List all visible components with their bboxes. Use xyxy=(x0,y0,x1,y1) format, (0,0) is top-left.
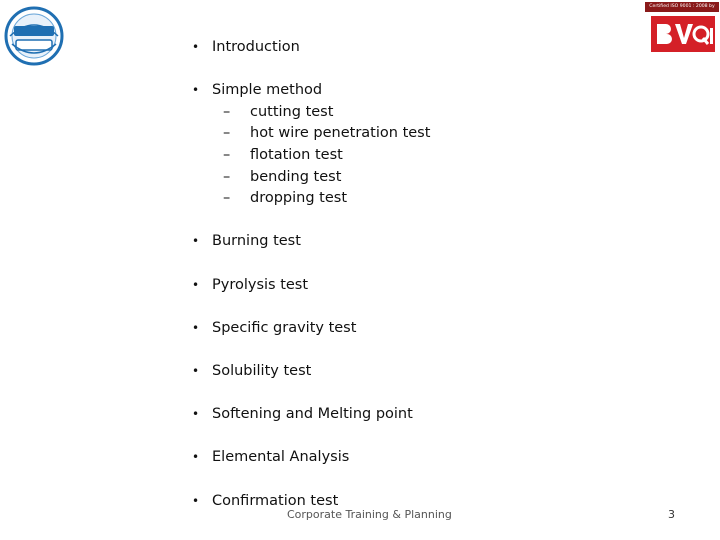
bullet-symbol: • xyxy=(192,83,200,97)
dash-symbol: – xyxy=(223,169,231,185)
dash-symbol: – xyxy=(223,104,231,120)
bullet-item-softening-melting-point xyxy=(192,405,413,423)
dash-symbol: – xyxy=(223,190,231,206)
bullet-symbol: • xyxy=(192,407,200,421)
certification-strip: Certified ISO 9001 : 2008 by xyxy=(645,2,719,12)
bullet-text: Softening and Melting point xyxy=(212,406,413,422)
bullet-item-solubility-test xyxy=(192,362,311,380)
bullet-text: Burning test xyxy=(212,233,301,249)
dash-symbol: – xyxy=(223,125,231,141)
dash-symbol: – xyxy=(223,147,231,163)
bullet-item-pyrolysis-test xyxy=(192,276,308,294)
bullet-symbol: • xyxy=(192,450,200,464)
bullet-symbol: • xyxy=(192,494,200,508)
bullet-text: Elemental Analysis xyxy=(212,449,350,465)
sub-item-text: flotation test xyxy=(250,147,343,163)
footer-title: Corporate Training & Planning xyxy=(287,508,452,521)
page-number: 3 xyxy=(668,508,675,521)
bvqi-certification-logo xyxy=(645,2,719,54)
bullet-text: Simple method xyxy=(212,82,323,98)
bullet-item-introduction xyxy=(192,38,300,56)
bullet-text: Solubility test xyxy=(212,363,312,379)
sub-item-text: hot wire penetration test xyxy=(250,125,431,141)
sub-item-cutting-test xyxy=(223,103,333,121)
sub-item-bending-test xyxy=(223,168,341,186)
bullet-symbol: • xyxy=(192,278,200,292)
bullet-text: Confirmation test xyxy=(212,493,339,509)
bullet-text: Introduction xyxy=(212,39,300,55)
sub-item-flotation-test xyxy=(223,146,343,164)
bullet-item-specific-gravity-test xyxy=(192,319,356,337)
bullet-item-simple-method xyxy=(192,81,322,99)
bullet-text: Specific gravity test xyxy=(212,320,357,336)
bullet-symbol: • xyxy=(192,364,200,378)
sub-item-text: dropping test xyxy=(250,190,348,206)
bvqi-brand-block xyxy=(651,16,715,52)
bullet-symbol: • xyxy=(192,321,200,335)
sub-item-text: bending test xyxy=(250,169,342,185)
cipet-logo xyxy=(2,6,66,66)
sub-item-hot-wire-test xyxy=(223,124,430,142)
sub-item-text: cutting test xyxy=(250,104,334,120)
sub-item-dropping-test xyxy=(223,189,347,207)
bullet-symbol: • xyxy=(192,40,200,54)
bullet-item-elemental-analysis xyxy=(192,448,349,466)
bullet-item-burning-test xyxy=(192,232,301,250)
bullet-symbol: • xyxy=(192,234,200,248)
bullet-text: Pyrolysis test xyxy=(212,277,309,293)
